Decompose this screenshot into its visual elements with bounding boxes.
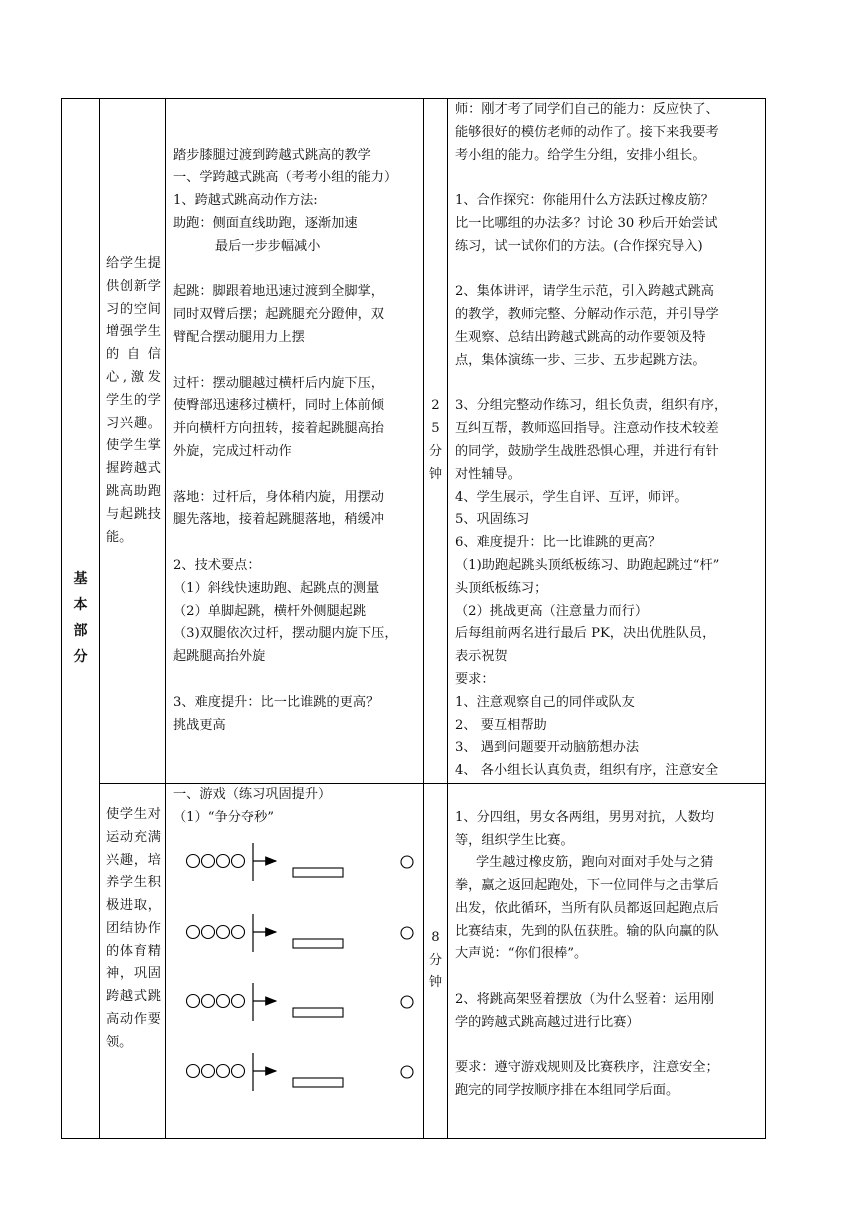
content-line: 最后一步步幅减小 (173, 238, 321, 254)
content-cell-2 (166, 783, 424, 1138)
method-line: 能够很好的模仿老师的动作了。接下来我要考 (455, 124, 719, 140)
method-line: 的教学，教师完整、分解动作示范，并引导学 (455, 307, 719, 323)
content-line: 助跑：侧面直线助跑，逐渐加速 (173, 215, 358, 231)
opponent-circle (401, 996, 413, 1008)
time-char: 钟 (428, 466, 443, 482)
content-line: 挑战更高 (173, 717, 226, 733)
game-formation-diagram (173, 830, 423, 1100)
method-line: 4、 各小组长认真负责，组织有序，注意安全 (455, 763, 719, 779)
opponent-circle (401, 1066, 413, 1078)
content-line: 并向横杆方向扭转，接着起跳腿高抬 (173, 421, 384, 437)
player-circle (202, 1064, 215, 1077)
method-line: 大声说：“你们很棒”。 (455, 946, 588, 962)
content-line (173, 350, 419, 373)
method-cell-2 (448, 783, 766, 1138)
method-line: 4、学生展示，学生自评、互评，师评。 (455, 489, 688, 505)
content-line: 使臀部迅速移过横杆，同时上体前倾 (173, 398, 384, 414)
method-line (455, 784, 761, 807)
content-line: 一、学跨越式跳高（考考小组的能力） (173, 170, 398, 186)
player-circle (187, 854, 200, 867)
method-line: 表示祝贺 (455, 649, 508, 665)
method-line: 考小组的能力。给学生分组，安排小组长。 (455, 147, 706, 163)
player-circle (217, 994, 230, 1007)
method-line: （1)助跑起跳头顶纸板练习、助跑起跳过“杆” (455, 557, 720, 573)
game-subtitle: （1）“争分夺秒” (173, 809, 274, 825)
player-circle (202, 994, 215, 1007)
content-line (173, 99, 419, 122)
time-text-2 (424, 927, 447, 995)
section-label (73, 566, 89, 670)
content-cell-1 (166, 99, 424, 784)
method-cell-1 (448, 99, 766, 784)
time-cell-2 (424, 783, 448, 1138)
content-line: 外旋，完成过杆动作 (173, 443, 292, 459)
method-lines-2 (455, 784, 761, 1103)
method-line: 1、合作探究：你能用什么方法跃过橡皮筋？ (455, 193, 714, 209)
method-line: 2、集体讲评，请学生示范，引入跨越式跳高 (455, 284, 714, 300)
content-line: （3)双腿依次过杆，摆动腿内旋下压， (173, 626, 398, 642)
section-label-char: 基 (73, 571, 88, 588)
method-line: 3、 遇到问题要开动脑筋想办法 (455, 740, 640, 756)
method-line: 生观察、总结出跨越式跳高的动作要领及特 (455, 329, 706, 345)
method-line (455, 966, 761, 989)
method-line (455, 373, 761, 396)
game-diagram (173, 830, 419, 1090)
goal-cell-1 (100, 99, 166, 784)
lesson-plan-table (61, 98, 766, 1139)
method-lines-1 (455, 99, 761, 783)
method-line: 跑完的同学按顺序排在本组同学后面。 (455, 1083, 680, 1099)
method-line: 点，集体演练一步、三步、五步起跳方法。 (455, 352, 706, 368)
method-line: 练习，试一试你们的方法。(合作探究导入) (455, 238, 703, 254)
time-char: 钟 (428, 975, 443, 991)
content-lines-1 (173, 99, 419, 737)
time-char: 分 (428, 952, 443, 968)
player-circle (232, 854, 245, 867)
method-line: 2、将跳高架竖着摆放（为什么竖着：运用刚 (455, 992, 714, 1008)
opponent-circle (401, 856, 413, 868)
method-line (455, 259, 761, 282)
content-line: 过杆：摆动腿越过横杆后内旋下压， (173, 375, 384, 391)
method-line: 1、分四组，男女各两组，男男对抗，人数均 (455, 809, 714, 825)
time-char: 8 (431, 929, 440, 945)
content-line: 臂配合摆动腿用力上摆 (173, 329, 305, 345)
content-line: 落地：过杆后，身体稍内旋，用摆动 (173, 489, 384, 505)
method-line: （2）挑战更高（注意量力而行） (455, 603, 649, 619)
goal-text-1: 给学生提供创新学习的空间增强学生的自信心,激发学生的学习兴趣。使学生掌握跨越式跳高助跑与起跳技能。 (106, 256, 161, 545)
section-label-char: 部 (73, 623, 88, 640)
goal-text-2: 使学生对运动充满兴趣，培养学生积极进取，团结协作的体育精神，巩固跨越式跳高动作要领。 (106, 806, 161, 1050)
time-char: 5 (431, 421, 440, 437)
method-line: 3、分组完整动作练习，组长负责，组织有序， (455, 398, 728, 414)
method-line: 等，组织学生比赛。 (455, 832, 574, 848)
method-line: 对性辅导。 (455, 466, 521, 482)
content-line (173, 259, 419, 282)
method-line: 6、难度提升：比一比谁跳的更高？ (455, 535, 662, 551)
player-circle (217, 854, 230, 867)
content-line: 腿先落地，接着起跳腿落地，稍缓冲 (173, 512, 384, 528)
player-circle (202, 925, 215, 938)
method-line: 出发，依此循环，当所有队员都返回起跑点后 (455, 900, 719, 916)
method-line: 比赛结束，先到的队伍获胜。输的队向赢的队 (455, 923, 719, 939)
player-circle (232, 1064, 245, 1077)
time-char: 2 (431, 398, 440, 414)
section-label-char: 分 (73, 649, 88, 666)
method-line: 要求： (455, 671, 495, 687)
method-line: 5、巩固练习 (455, 512, 530, 528)
player-circle (187, 1064, 200, 1077)
method-line: 学的跨越式跳高越过进行比赛） (455, 1014, 640, 1030)
method-line: 要求：遵守游戏规则及比赛秩序，注意安全； (455, 1060, 719, 1076)
method-line (455, 167, 761, 190)
content-line: （1）斜线快速助跑、起跳点的测量 (173, 580, 380, 596)
game-title: 一、游戏（练习巩固提升） (173, 786, 332, 802)
content-line (173, 532, 419, 555)
table-row (62, 783, 766, 1138)
method-line: 师：刚才考了同学们自己的能力：反应快了、 (455, 102, 719, 117)
high-jump-bar (293, 1078, 343, 1087)
method-line: 2、 要互相帮助 (455, 717, 547, 733)
player-circle (187, 925, 200, 938)
method-line: 头顶纸板练习； (455, 580, 548, 596)
high-jump-bar (293, 868, 343, 877)
content-line: （2）单脚起跳，横杆外侧腿起跳 (173, 603, 367, 619)
content-line (173, 669, 419, 692)
content-line (173, 122, 419, 145)
player-circle (202, 854, 215, 867)
table-row (62, 99, 766, 784)
opponent-circle (401, 927, 413, 939)
content-line: 起跳：脚跟着地迅速过渡到全脚掌， (173, 284, 384, 300)
time-cell-1 (424, 99, 448, 784)
content-line: 踏步膝腿过渡到跨越式跳高的教学 (173, 147, 371, 163)
method-line: 拳，赢之返回起跑处，下一位同伴与之击掌后 (455, 878, 719, 894)
content-line: 起跳腿高抬外旋 (173, 649, 266, 665)
content-line: 同时双臂后摆；起跳腿充分蹬伸，双 (173, 307, 384, 323)
method-line: 互纠互帮，教师巡回指导。注意动作技术较差 (455, 421, 719, 437)
method-line: 1、注意观察自己的同伴或队友 (455, 694, 635, 710)
content-line: 3、难度提升：比一比谁跳的更高？ (173, 694, 380, 710)
content-line: 1、跨越式跳高动作方法: (173, 193, 318, 209)
section-label-cell (62, 99, 100, 1139)
player-circle (217, 925, 230, 938)
player-circle (232, 994, 245, 1007)
method-line: 比一比哪组的办法多？讨论 30 秒后开始尝试 (455, 215, 718, 231)
method-line (455, 1035, 761, 1058)
high-jump-bar (293, 939, 343, 948)
method-line: 后每组前两名进行最后 PK，决出优胜队员， (455, 626, 716, 642)
time-char: 分 (428, 443, 443, 459)
high-jump-bar (293, 1008, 343, 1017)
player-circle (187, 994, 200, 1007)
player-circle (232, 925, 245, 938)
method-line: 的同学，鼓励学生战胜恐惧心理，并进行有针 (455, 443, 719, 459)
time-text-1 (424, 395, 447, 486)
goal-cell-2 (100, 783, 166, 1138)
content-line (173, 464, 419, 487)
section-label-char: 本 (73, 597, 88, 614)
player-circle (217, 1064, 230, 1077)
content-line: 2、技术要点： (173, 557, 261, 573)
method-line: 学生越过橡皮筋，跑向对面对手处与之猜 (455, 855, 714, 871)
